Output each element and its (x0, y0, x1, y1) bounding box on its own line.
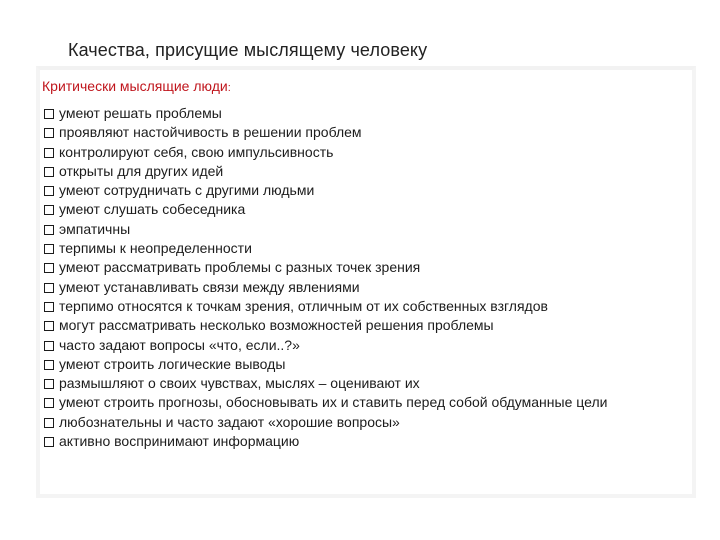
checkbox-icon (44, 418, 54, 428)
checkbox-icon (44, 302, 54, 312)
checkbox-icon (44, 341, 54, 351)
list-item (44, 181, 674, 200)
checkbox-icon (44, 283, 54, 293)
list-item-text: умеют сотрудничать с другими людьми (59, 182, 315, 199)
list-item (44, 123, 674, 142)
list-item (44, 316, 674, 335)
checkbox-icon (44, 109, 54, 119)
list-item-text: проявляют настойчивость в решении проблем (59, 124, 362, 141)
list-item-text: умеют слушать собеседника (59, 201, 246, 218)
checkbox-icon (44, 148, 54, 158)
checkbox-icon (44, 398, 54, 408)
list-item (44, 143, 674, 162)
subheading-colon: : (227, 82, 231, 94)
list-item-text: часто задают вопросы «что, если..?» (59, 336, 300, 353)
checkbox-icon (44, 225, 54, 235)
list-item-text: умеют решать проблемы (59, 105, 222, 121)
list-item (44, 393, 674, 412)
list-item (44, 104, 674, 123)
list-item (44, 432, 674, 451)
checkbox-icon (44, 379, 54, 389)
subheading (42, 78, 231, 94)
slide-title: Качества, присущие мыслящему человеку (68, 40, 428, 60)
list-item (44, 374, 674, 393)
checkbox-icon (44, 244, 54, 254)
list-item-text: активно воспринимают информацию (59, 433, 300, 450)
checkbox-icon (44, 128, 54, 138)
list-item-text: открыты для других идей (59, 162, 224, 179)
list-item (44, 200, 674, 219)
list-item-text: умеют устанавливать связи между явлениями (59, 278, 360, 295)
list-item (44, 297, 674, 316)
checkbox-icon (44, 263, 54, 273)
checkbox-icon (44, 167, 54, 177)
list-item (44, 258, 674, 277)
list-item-text: умеют строить логические выводы (59, 355, 286, 372)
checkbox-icon (44, 186, 54, 196)
list-item-text: контролируют себя, свою импульсивность (59, 143, 334, 160)
list-item-text: могут рассматривать несколько возможностей решения проблемы (59, 317, 494, 334)
list-item-text: любознательны и часто задают «хорошие вопросы» (59, 413, 400, 430)
list-item-text: размышляют о своих чувствах, мыслях – оценивают их (59, 375, 420, 392)
list-item-text: умеют рассматривать проблемы с разных точек зрения (59, 259, 421, 276)
checkbox-icon (44, 437, 54, 447)
list-item (44, 162, 674, 181)
checkbox-icon (44, 360, 54, 370)
subheading-text: Критически мыслящие люди (42, 78, 228, 94)
list-item-text: эмпатичны (59, 220, 131, 237)
list-item (44, 278, 674, 297)
list-item (44, 220, 674, 239)
list-item-text: умеют строить прогнозы, обосновывать их и ставить перед собой обдуманные цели (59, 394, 608, 411)
list-item-text: терпимы к неопределенности (59, 240, 252, 257)
checkbox-icon (44, 205, 54, 215)
list-item (44, 239, 674, 258)
list-item-text: терпимо относятся к точкам зрения, отличным от их собственных взглядов (59, 297, 548, 314)
list-item (44, 336, 674, 355)
qualities-list (44, 104, 674, 451)
checkbox-icon (44, 321, 54, 331)
list-item (44, 355, 674, 374)
list-item (44, 413, 674, 432)
